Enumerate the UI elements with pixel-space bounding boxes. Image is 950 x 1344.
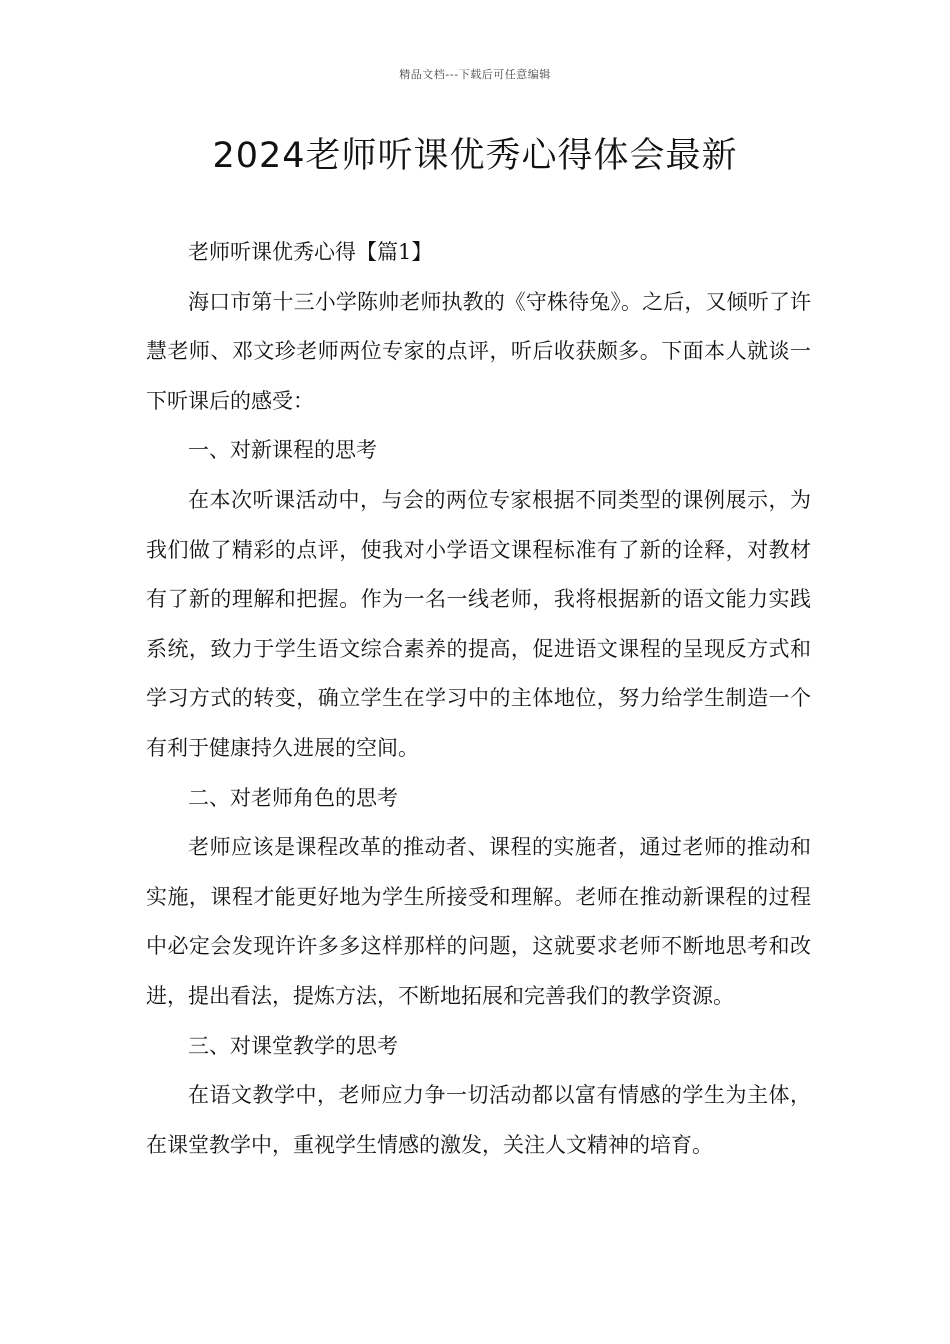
header-note: 精品文档---下载后可任意编辑 — [399, 68, 551, 81]
paragraph: 老师应该是课程改革的推动者、课程的实施者，通过老师的推动和实施，课程才能更好地为学生所接受和理解。老师在推动新课程的过程中必定会发现许许多多这样那样的问题，这就要求老师不断地思考和改进，提出看法，提炼方法，不断地拓展和完善我们的教学资源。 — [146, 835, 811, 1008]
section-heading: 二、对老师角色的思考 — [188, 785, 398, 810]
paragraph: 在本次听课活动中，与会的两位专家根据不同类型的课例展示，为我们做了精彩的点评，使我对小学语文课程标准有了新的诠释，对教材有了新的理解和把握。作为一名一线老师，我将根据新的语文能力实践系统，致力于学生语文综合素养的提高，促进语文课程的呈现反方式和学习方式的转变，确立学生在学习中的主体地位，努力给学生制造一个有利于健康持久进展的空间。 — [146, 487, 811, 760]
document-title: 2024老师听课优秀心得体会最新 — [212, 136, 738, 176]
section-heading: 三、对课堂教学的思考 — [188, 1033, 398, 1058]
section-heading: 一、对新课程的思考 — [188, 438, 377, 463]
section-heading: 老师听课优秀心得【篇1】 — [188, 240, 433, 264]
paragraph: 在语文教学中，老师应力争一切活动都以富有情感的学生为主体，在课堂教学中，重视学生情感的激发，关注人文精神的培育。 — [146, 1083, 811, 1157]
paragraph: 海口市第十三小学陈帅老师执教的《守株待兔》。之后，又倾听了许慧老师、邓文珍老师两位专家的点评，听后收获颇多。下面本人就谈一下听课后的感受： — [146, 289, 811, 413]
document-body — [146, 228, 811, 1170]
